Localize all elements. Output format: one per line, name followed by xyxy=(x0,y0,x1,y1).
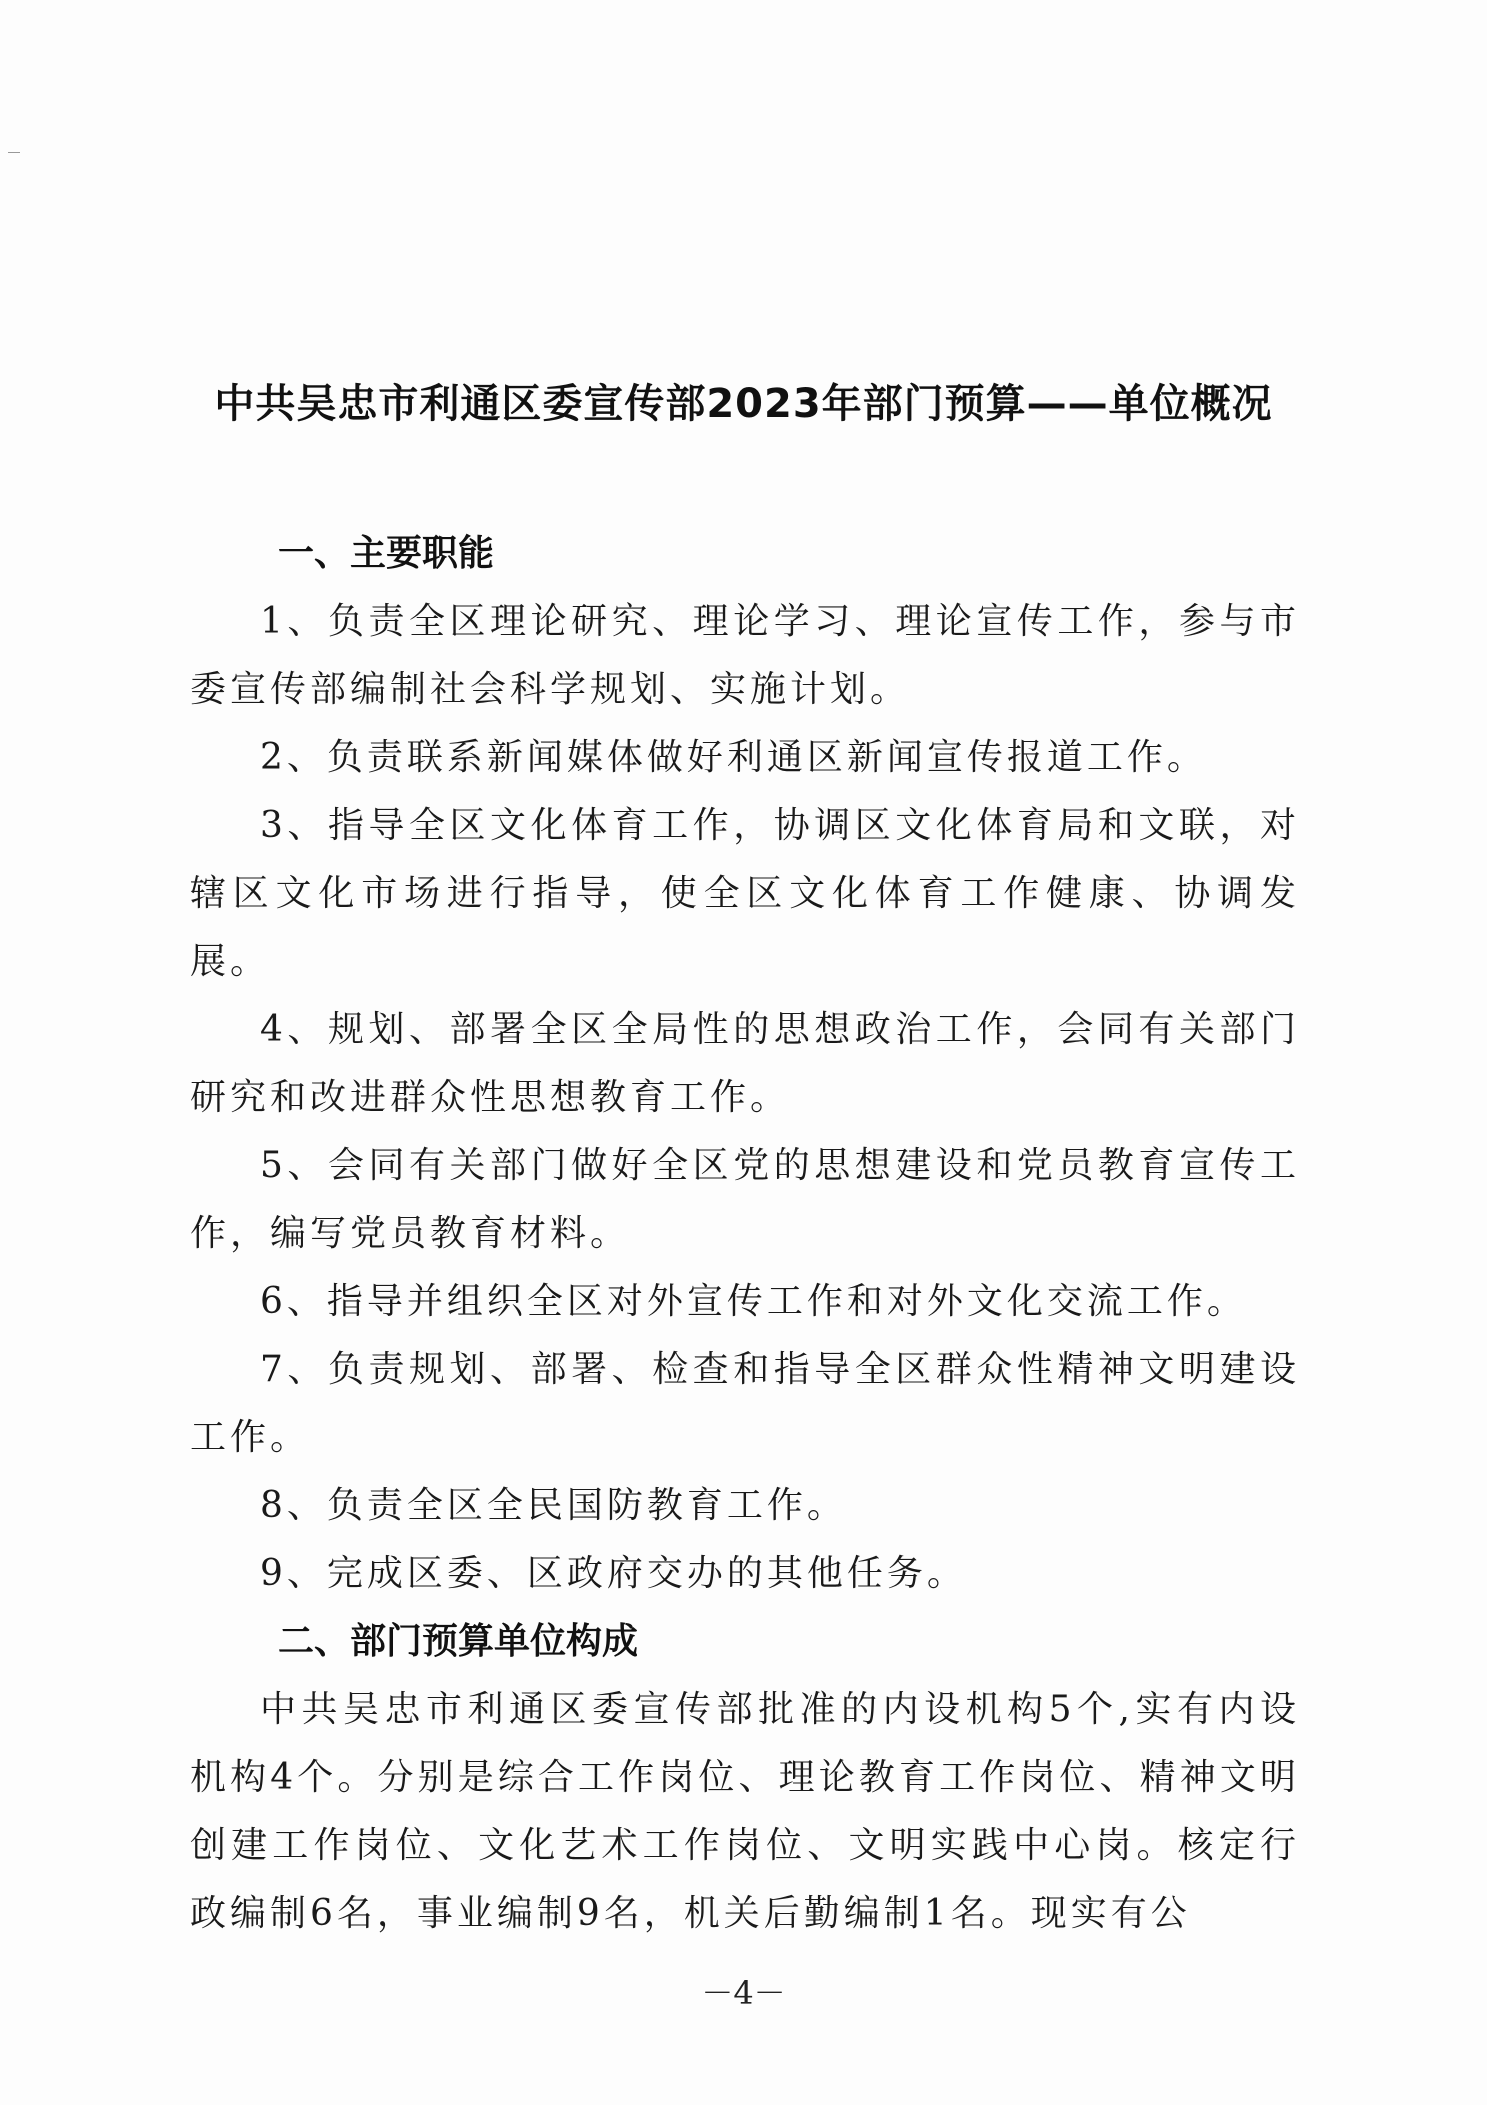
function-item-3: 3、指导全区文化体育工作，协调区文化体育局和文联，对辖区文化市场进行指导，使全区文化体育工作健康、协调发展。 xyxy=(190,805,1300,982)
function-item-5: 5、会同有关部门做好全区党的思想建设和党员教育宣传工作，编写党员教育材料。 xyxy=(190,1145,1300,1254)
function-item-2: 2、负责联系新闻媒体做好利通区新闻宣传报道工作。 xyxy=(260,737,1207,778)
function-item-4: 4、规划、部署全区全局性的思想政治工作，会同有关部门研究和改进群众性思想教育工作。 xyxy=(190,1009,1300,1118)
section-heading-budget-units: 二、部门预算单位构成 xyxy=(278,1621,639,1662)
function-item-9: 9、完成区委、区政府交办的其他任务。 xyxy=(260,1553,967,1594)
document-body xyxy=(190,520,1300,1948)
function-item-6: 6、指导并组织全区对外宣传工作和对外文化交流工作。 xyxy=(260,1281,1247,1322)
page-number: －4－ xyxy=(701,1974,786,2012)
scan-edge-mark xyxy=(8,152,20,153)
function-item-1: 1、负责全区理论研究、理论学习、理论宣传工作，参与市委宣传部编制社会科学规划、实施计划。 xyxy=(190,601,1300,710)
function-item-7: 7、负责规划、部署、检查和指导全区群众性精神文明建设工作。 xyxy=(190,1349,1300,1458)
document-title: 中共吴忠市利通区委宣传部2023年部门预算——单位概况 xyxy=(214,381,1273,427)
function-item-8: 8、负责全区全民国防教育工作。 xyxy=(260,1485,847,1526)
budget-units-paragraph: 中共吴忠市利通区委宣传部批准的内设机构5个,实有内设机构4个。分别是综合工作岗位、理论教育工作岗位、精神文明创建工作岗位、文化艺术工作岗位、文明实践中心岗。核定行政编制6名，事业编制9名，机关后勤编制1名。现实有公 xyxy=(190,1689,1300,1934)
section-heading-main-functions: 一、主要职能 xyxy=(278,533,495,574)
